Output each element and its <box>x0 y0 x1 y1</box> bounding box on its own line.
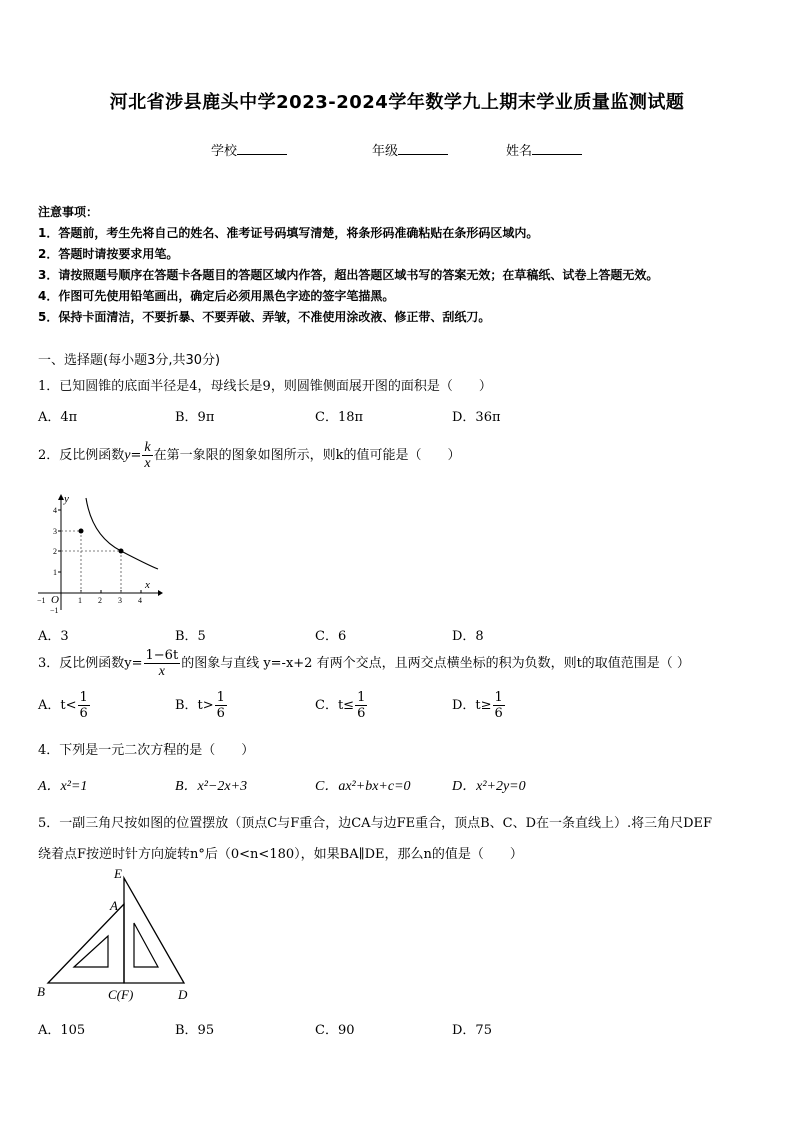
y-tick-label: −1 <box>50 606 59 615</box>
question-3-text <box>38 648 690 679</box>
q3-option-b-den: 6 <box>216 706 225 721</box>
q2-func-eq: = <box>130 448 142 463</box>
question-1-text: 1．已知圆锥的底面半径是4，母线长是9，则圆锥侧面展开图的面积是（ ） <box>38 379 492 394</box>
x-axis-arrow <box>158 590 163 596</box>
q5-option-c[interactable]: C．90 <box>315 1023 355 1038</box>
q2-suffix: 在第一象限的图象如图所示，则k的值可能是（ ） <box>153 448 461 463</box>
label-e: E <box>114 866 122 881</box>
notice-item: 2．答题时请按要求用笔。 <box>38 247 179 261</box>
y-tick-label: 1 <box>53 568 57 577</box>
x-tick-label: 4 <box>138 596 142 605</box>
q3-option-d-num: 1 <box>494 690 503 705</box>
x-tick-label: 3 <box>118 596 122 605</box>
notice-heading: 注意事项： <box>38 205 99 219</box>
question-5-line-2: 绕着点F按逆时针方向旋转n°后（0<n<180），如果BA∥DE，那么n的值是（ ） <box>38 847 523 862</box>
q3-option-c-num: 1 <box>357 690 366 705</box>
q1-option-a[interactable]: A．4π <box>38 410 78 425</box>
q2-option-c[interactable]: C．6 <box>315 629 347 644</box>
q3-option-a-den: 6 <box>79 706 88 721</box>
q3-option-c-den: 6 <box>357 706 366 721</box>
q2-fraction <box>142 440 152 471</box>
q4-option-b[interactable]: B．x²−2x+3 <box>175 779 248 794</box>
x-tick-label: −1 <box>37 596 46 605</box>
label-b: B <box>37 984 45 999</box>
q4-option-d[interactable]: D．x²+2y=0 <box>452 779 526 794</box>
q3-option-a-num: 1 <box>79 690 88 705</box>
q2-frac-den: x <box>144 456 151 471</box>
q2-option-b[interactable]: B．5 <box>175 629 206 644</box>
point-1-3 <box>79 529 84 534</box>
y-tick-label: 3 <box>53 527 57 536</box>
q2-func-y: y <box>124 448 131 463</box>
q1-option-c[interactable]: C．18π <box>315 410 364 425</box>
q3-frac-den: x <box>158 664 165 679</box>
name-field[interactable] <box>506 140 582 159</box>
question-2-text <box>38 440 461 471</box>
q3-option-b-label: B．t> <box>175 698 214 713</box>
q2-option-d[interactable]: D．8 <box>452 629 484 644</box>
section-heading: 一、选择题(每小题3分,共30分) <box>38 353 221 368</box>
label-cf: C(F) <box>108 987 134 1002</box>
q1-option-b[interactable]: B．9π <box>175 410 215 425</box>
school-label: 学校 <box>211 144 238 159</box>
point-3-2 <box>119 549 124 554</box>
q3-fraction <box>144 648 181 679</box>
q2-option-a[interactable]: A．3 <box>38 629 69 644</box>
name-label: 姓名 <box>506 144 533 159</box>
q2-frac-num: k <box>144 440 151 455</box>
x-tick-label: 2 <box>98 596 102 605</box>
q3-option-a[interactable] <box>38 690 91 721</box>
grade-field[interactable] <box>372 140 448 159</box>
q5-triangle-figure <box>34 866 204 1006</box>
q3-option-a-label: A．t< <box>38 698 77 713</box>
question-5-line-1: 5．一副三角尺按如图的位置摆放（顶点C与F重合，边CA与边FE重合，顶点B、C、D在一条直线上）.将三角尺DEF <box>38 816 713 831</box>
q4-option-c[interactable]: C．ax²+bx+c=0 <box>315 779 411 794</box>
x-tick-label: 1 <box>78 596 82 605</box>
q2-graph <box>34 492 164 616</box>
notice-item: 4．作图可先使用铅笔画出，确定后必须用黑色字迹的签字笔描黑。 <box>38 289 395 303</box>
notice-item: 3．请按照题号顺序在答题卡各题目的答题区域内作答，超出答题区域书写的答案无效；在草稿纸、试卷上答题无效。 <box>38 268 659 282</box>
q5-option-b[interactable]: B．95 <box>175 1023 215 1038</box>
q3-option-d[interactable] <box>452 690 506 721</box>
y-label: y <box>64 493 69 505</box>
q2-prefix: 2．反比例函数 <box>38 448 125 463</box>
q3-option-c[interactable] <box>315 690 368 721</box>
q3-option-b-num: 1 <box>216 690 225 705</box>
x-label: x <box>145 579 150 591</box>
hyperbola-curve <box>86 498 158 569</box>
q3-option-c-label: C．t≤ <box>315 698 355 713</box>
q5-option-d[interactable]: D．75 <box>452 1023 492 1038</box>
q4-option-a[interactable]: A．x²=1 <box>38 779 88 794</box>
q3-suffix: 的图象与直线 y=-x+2 有两个交点，且两交点横坐标的积为负数，则t的取值范围是（ ） <box>181 656 690 671</box>
grade-label: 年级 <box>372 144 399 159</box>
label-d: D <box>178 987 188 1002</box>
notice-item: 5．保持卡面清洁，不要折暴、不要弄破、弄皱，不准使用涂改液、修正带、刮纸刀。 <box>38 310 491 324</box>
q3-frac-num: 1−6t <box>145 648 179 663</box>
question-4-text: 4．下列是一元二次方程的是（ ） <box>38 743 255 758</box>
school-field[interactable] <box>211 140 287 159</box>
q3-option-d-den: 6 <box>494 706 503 721</box>
page-title: 河北省涉县鹿头中学2023-2024学年数学九上期末学业质量监测试题 <box>109 92 685 113</box>
q3-prefix: 3．反比例函数y= <box>38 656 143 671</box>
y-tick-label: 2 <box>53 547 57 556</box>
label-a: A <box>110 898 118 913</box>
q5-option-a[interactable]: A．105 <box>38 1023 86 1038</box>
q1-option-d[interactable]: D．36π <box>452 410 501 425</box>
y-tick-label: 4 <box>53 506 57 515</box>
origin-label: O <box>51 594 59 606</box>
triangle-abc <box>48 904 124 983</box>
triangle-def-inner <box>134 923 158 967</box>
q3-option-d-label: D．t≥ <box>452 698 492 713</box>
notice-item: 1．答题前，考生先将自己的姓名、准考证号码填写清楚，将条形码准确粘贴在条形码区域内。 <box>38 226 539 240</box>
q3-option-b[interactable] <box>175 690 228 721</box>
